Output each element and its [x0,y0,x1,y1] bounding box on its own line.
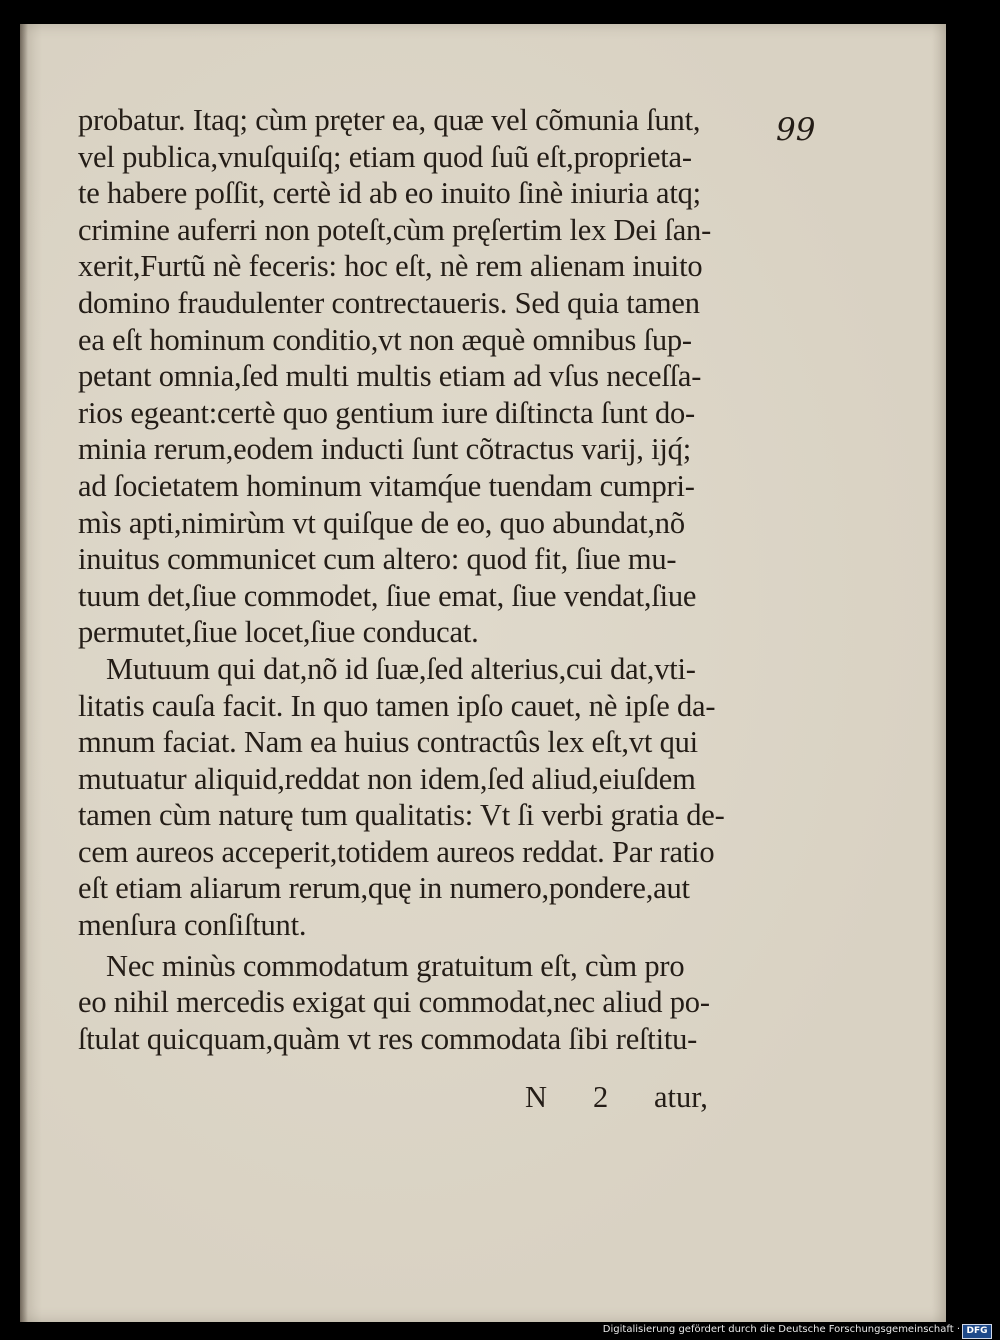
text-line: te habere poſſit, certè id ab eo inuito ſinè iniuria atq; [78,176,701,211]
text-line: ad ſocietatem hominum vitamq́ue tuendam cumpri- [78,468,695,503]
paragraph-first-line: Nec minùs commodatum gratuitum eſt, cùm pro [106,948,685,983]
text-line: crimine auferri non poteſt,cùm pręſertim lex Dei ſan- [78,212,712,247]
text-line: eſt etiam aliarum rerum,quę in numero,pondere,aut [78,871,690,906]
text-line: menſura conſiſtunt. [78,908,307,943]
dfg-logo-icon: DFG [962,1324,992,1339]
text-line: tuum det,ſiue commodet, ſiue emat, ſiue vendat,ſiue [78,578,697,613]
text-line: eo nihil mercedis exigat qui commodat,nec aliud po- [78,985,710,1020]
text-line: tamen cùm naturę tum qualitatis: Vt ſi verbi gratia de- [78,798,725,833]
text-line: litatis cauſa facit. In quo tamen ipſo cauet, nè ipſe da- [78,688,716,723]
text-line: petant omnia,ſed multi multis etiam ad vſus neceſſa- [78,359,702,394]
text-line: xerit,Furtũ nè feceris: hoc eſt, nè rem alienam inuito [78,249,703,284]
catchword: atur, [654,1080,708,1114]
page-number: 99 [776,112,816,148]
text-line: ſtulat quicquam,quàm vt res commodata ſibi reſtitu- [78,1021,698,1056]
signature-number: 2 [593,1080,609,1114]
text-line: domino fraudulenter contrectaueris. Sed quia tamen [78,285,700,320]
text-line: permutet,ſiue locet,ſiue conducat. [78,615,479,650]
body-text [78,102,768,1057]
text-line: probatur. Itaq; cùm pręter ea, quæ vel cõmunia ſunt, [78,103,701,137]
book-page [20,24,946,1322]
text-line: minia rerum,eodem inducti ſunt cõtractus varij, ijq́; [78,432,691,467]
credit-bar [0,1322,1000,1340]
text-line: rios egeant:certè quo gentium iure diſtincta ſunt do- [78,395,696,430]
text-line: mìs apti,nimirùm vt quiſque de eo, quo abundat,nõ [78,505,685,540]
text-line: mutuatur aliquid,reddat non idem,ſed aliud,eiuſdem [78,761,696,796]
text-line: ea eſt hominum conditio,vt non æquè omnibus ſup- [78,322,692,357]
signature-mark: N [525,1080,548,1114]
text-line: inuitus communicet cum altero: quod fit, ſiue mu- [78,542,677,577]
text-line: cem aureos acceperit,totidem aureos reddat. Par ratio [78,834,715,869]
binding-shadow [20,24,28,1322]
text-line: vel publica,vnuſquiſq; etiam quod ſuũ eſt,proprieta- [78,139,692,174]
page-footer [20,1080,760,1120]
paragraph-first-line: Mutuum qui dat,nõ id ſuæ,ſed alterius,cui dat,vti- [106,651,696,686]
text-line: mnum faciat. Nam ea huius contractûs lex eſt,vt qui [78,725,698,760]
funding-credit: Digitalisierung gefördert durch die Deutsche Forschungsgemeinschaft · [602,1324,960,1335]
